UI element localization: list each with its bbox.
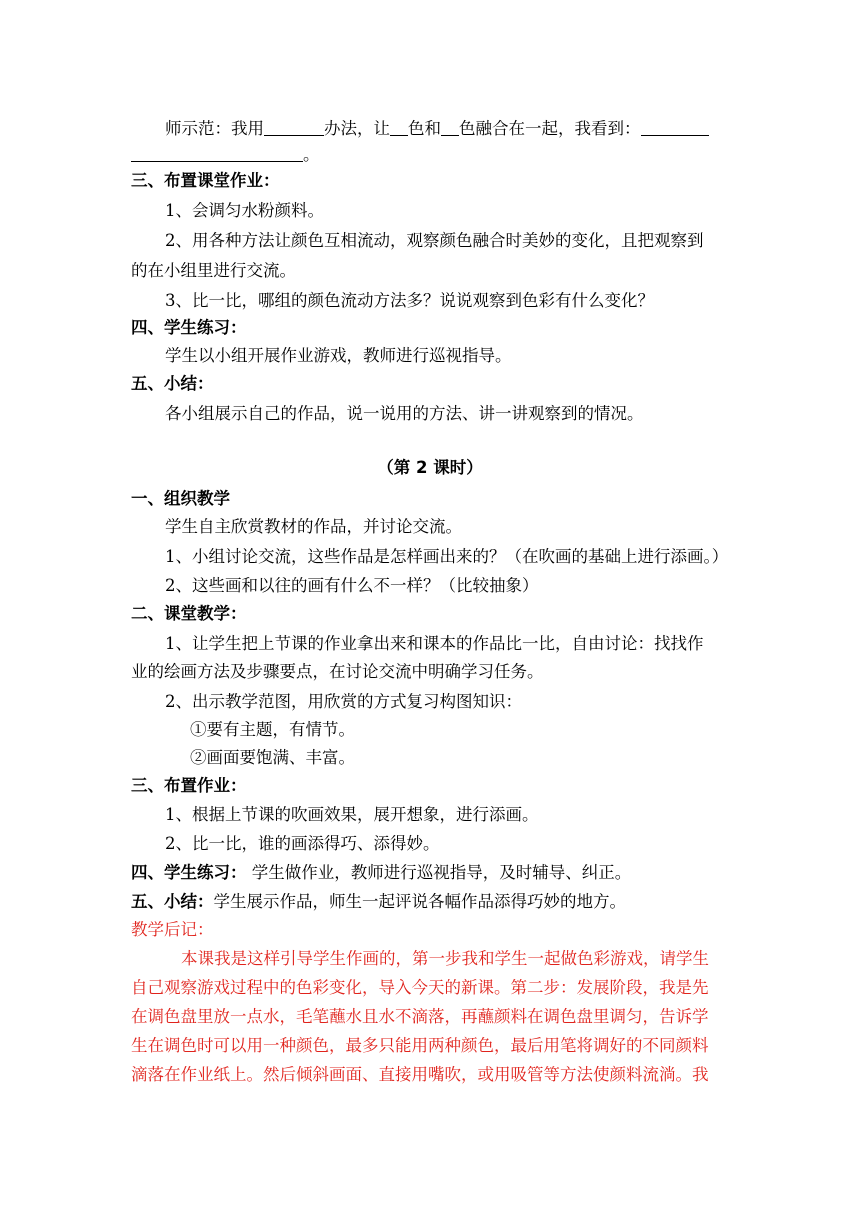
blank-observation-2 bbox=[131, 143, 303, 162]
reflection-line: 生在调色时可以用一种颜色，最多只能用两种颜色，最后用笔将调好的不同颜料 bbox=[131, 1036, 709, 1055]
list-item-continued: 业的绘画方法及步骤要点，在讨论交流中明确学习任务。 bbox=[131, 662, 544, 681]
reflection-title: 教学后记： bbox=[131, 920, 214, 939]
paragraph: 学生以小组开展作业游戏，教师进行巡视指导。 bbox=[165, 346, 512, 365]
section-heading-teaching: 二、课堂教学： bbox=[131, 604, 247, 623]
demo-end: 。 bbox=[303, 145, 320, 164]
list-item: 3、比一比，哪组的颜色流动方法多？说说观察到色彩有什么变化？ bbox=[165, 291, 654, 310]
list-item: 2、用各种方法让颜色互相流动，观察颜色融合时美妙的变化，且把观察到 bbox=[165, 231, 704, 250]
list-item: 1、让学生把上节课的作业拿出来和课本的作品比一比，自由讨论：找找作 bbox=[165, 634, 704, 653]
section-heading-summary: 五、小结： bbox=[131, 374, 214, 393]
reflection-line: 滴落在作业纸上。然后倾斜画面、直接用嘴吹，或用吸管等方法使颜料流淌。我 bbox=[131, 1065, 709, 1084]
blank-observation-1 bbox=[641, 117, 709, 136]
paragraph: 学生做作业，教师进行巡视指导，及时辅导、纠正。 bbox=[246, 863, 632, 882]
sub-item: ②画面要饱满、丰富。 bbox=[190, 748, 355, 767]
section-heading-practice: 四、学生练习： bbox=[131, 863, 247, 882]
blank-color-1 bbox=[390, 117, 408, 136]
paragraph: 学生自主欣赏教材的作品，并讨论交流。 bbox=[165, 517, 462, 536]
reflection-line: 自己观察游戏过程中的色彩变化，导入今天的新课。第二步：发展阶段，我是先 bbox=[131, 978, 709, 997]
section-heading-practice: 四、学生练习： bbox=[131, 318, 247, 337]
sub-item: ①要有主题，有情节。 bbox=[190, 720, 355, 739]
list-item: 2、比一比，谁的画添得巧、添得妙。 bbox=[165, 834, 440, 853]
section-heading-organize: 一、组织教学 bbox=[131, 489, 230, 508]
list-item-continued: 的在小组里进行交流。 bbox=[131, 261, 296, 280]
list-item: 1、根据上节课的吹画效果，展开想象，进行添画。 bbox=[165, 805, 539, 824]
demo-text-1: 师示范：我用 bbox=[165, 119, 264, 138]
reflection-line: 本课我是这样引导学生作画的，第一步我和学生一起做色彩游戏，请学生 bbox=[181, 949, 709, 968]
list-item: 2、出示教学范图，用欣赏的方式复习构图知识： bbox=[165, 692, 522, 711]
section-heading-summary: 五、小结： bbox=[131, 892, 214, 911]
paragraph: 各小组展示自己的作品，说一说用的方法、讲一讲观察到的情况。 bbox=[165, 404, 644, 423]
section-heading-homework: 三、布置作业： bbox=[131, 776, 247, 795]
paragraph: 学生展示作品，师生一起评说各幅作品添得巧妙的地方。 bbox=[213, 892, 626, 911]
practice-line bbox=[131, 857, 741, 889]
lesson-title: （第 2 课时） bbox=[377, 458, 483, 477]
blank-color-2 bbox=[441, 117, 459, 136]
list-item: 2、这些画和以往的画有什么不一样？（比较抽象） bbox=[165, 576, 539, 595]
demo-text-2: 办法，让 bbox=[324, 119, 390, 138]
section-heading-assign-classwork: 三、布置课堂作业： bbox=[131, 171, 280, 190]
list-item: 1、会调匀水粉颜料。 bbox=[165, 201, 324, 220]
demo-text-3: 色和 bbox=[408, 119, 441, 138]
reflection-line: 在调色盘里放一点水，毛笔蘸水且水不滴落，再蘸颜料在调色盘里调匀，告诉学 bbox=[131, 1007, 709, 1026]
blank-method bbox=[264, 117, 324, 136]
list-item: 1、小组讨论交流，这些作品是怎样画出来的？（在吹画的基础上进行添画。） bbox=[165, 547, 729, 566]
demo-text-4: 色融合在一起，我看到： bbox=[459, 119, 641, 138]
